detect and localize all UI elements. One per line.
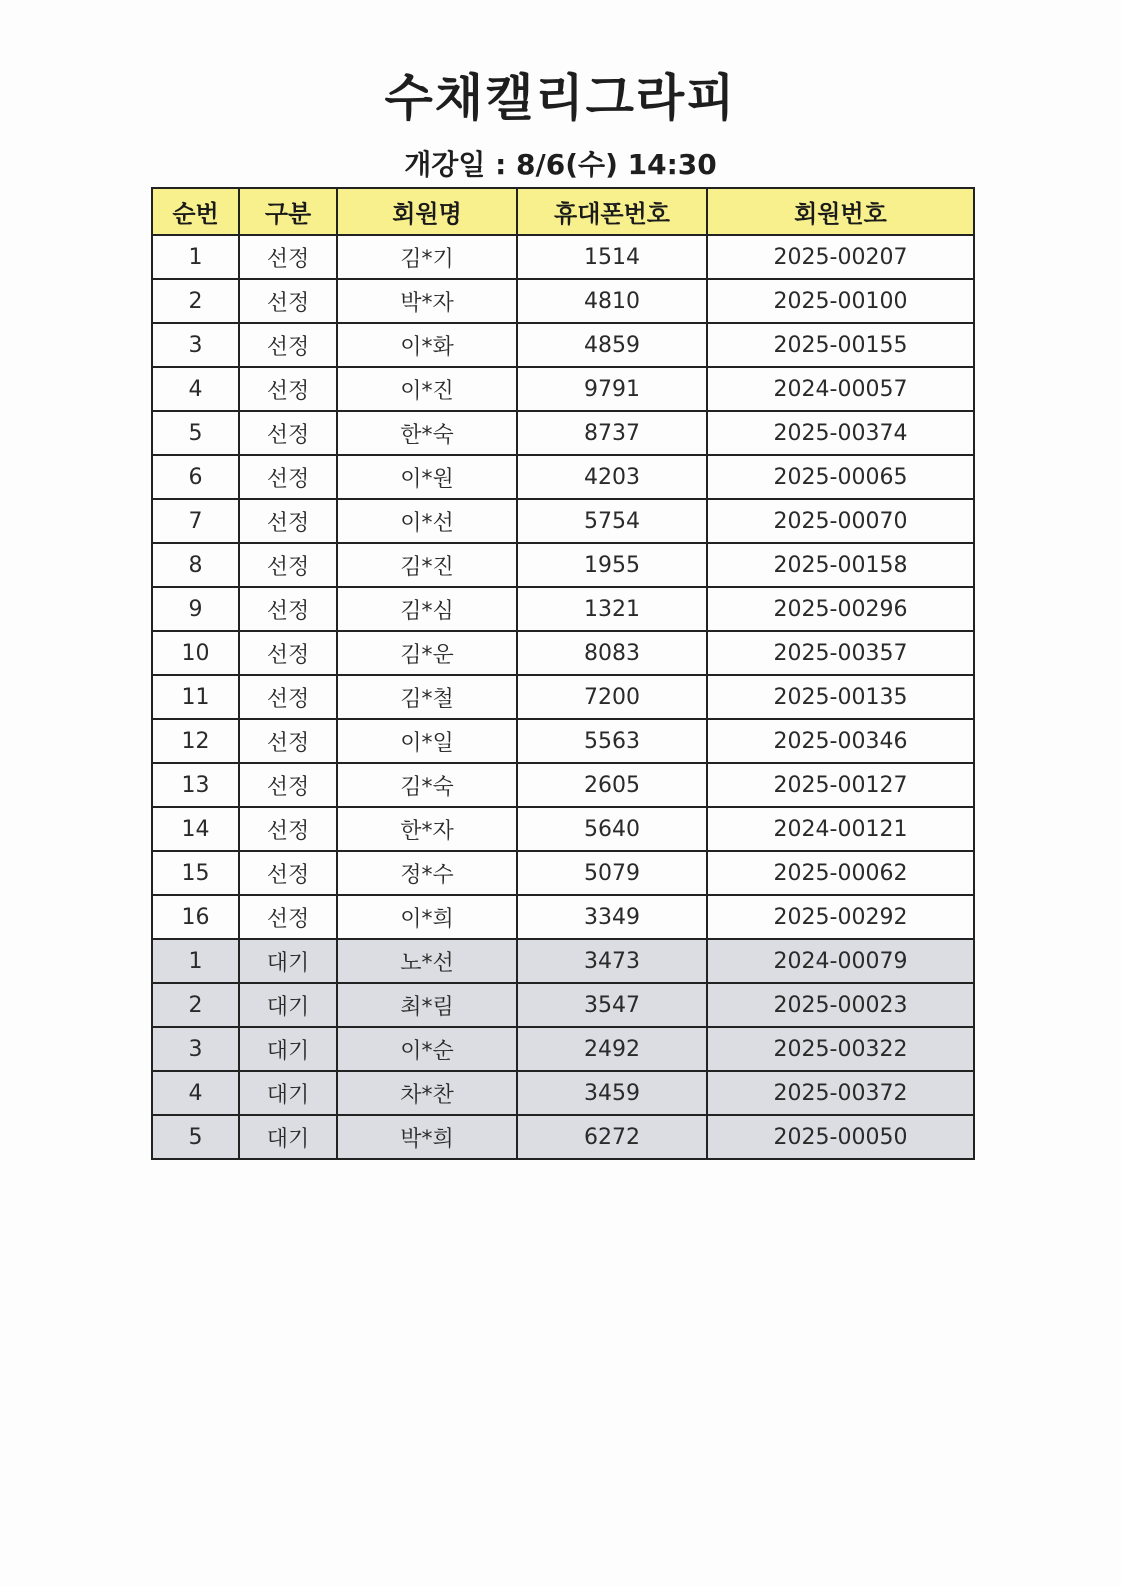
cell-no: 1 <box>152 235 239 279</box>
cell-member-id: 2025-00100 <box>707 279 974 323</box>
cell-no: 12 <box>152 719 239 763</box>
cell-type: 선정 <box>239 323 337 367</box>
table-row <box>152 631 974 675</box>
header-member-id: 회원번호 <box>707 188 974 235</box>
cell-type: 선정 <box>239 455 337 499</box>
cell-no: 10 <box>152 631 239 675</box>
cell-no: 15 <box>152 851 239 895</box>
cell-member-id: 2025-00065 <box>707 455 974 499</box>
table-row <box>152 675 974 719</box>
cell-name: 이*원 <box>337 455 517 499</box>
header-name: 회원명 <box>337 188 517 235</box>
member-roster-table <box>151 187 975 1160</box>
cell-type: 대기 <box>239 983 337 1027</box>
cell-phone: 5079 <box>517 851 707 895</box>
table-row <box>152 323 974 367</box>
cell-phone: 3459 <box>517 1071 707 1115</box>
table-row <box>152 587 974 631</box>
cell-type: 대기 <box>239 1115 337 1159</box>
cell-no: 6 <box>152 455 239 499</box>
cell-name: 이*일 <box>337 719 517 763</box>
cell-no: 5 <box>152 411 239 455</box>
cell-member-id: 2024-00057 <box>707 367 974 411</box>
cell-phone: 5640 <box>517 807 707 851</box>
cell-type: 대기 <box>239 1027 337 1071</box>
table-body <box>152 235 974 1159</box>
cell-member-id: 2025-00158 <box>707 543 974 587</box>
cell-member-id: 2025-00023 <box>707 983 974 1027</box>
cell-type: 선정 <box>239 675 337 719</box>
cell-name: 이*화 <box>337 323 517 367</box>
table-header-row <box>152 188 974 235</box>
cell-name: 박*희 <box>337 1115 517 1159</box>
cell-name: 이*순 <box>337 1027 517 1071</box>
table-row <box>152 1115 974 1159</box>
table-row <box>152 411 974 455</box>
cell-no: 5 <box>152 1115 239 1159</box>
cell-member-id: 2025-00296 <box>707 587 974 631</box>
cell-phone: 8083 <box>517 631 707 675</box>
cell-no: 13 <box>152 763 239 807</box>
header-type: 구분 <box>239 188 337 235</box>
cell-phone: 5754 <box>517 499 707 543</box>
cell-phone: 2492 <box>517 1027 707 1071</box>
cell-type: 선정 <box>239 719 337 763</box>
table-row <box>152 763 974 807</box>
cell-name: 한*자 <box>337 807 517 851</box>
cell-member-id: 2025-00346 <box>707 719 974 763</box>
table-row <box>152 499 974 543</box>
cell-no: 11 <box>152 675 239 719</box>
cell-name: 정*수 <box>337 851 517 895</box>
cell-phone: 3349 <box>517 895 707 939</box>
cell-type: 선정 <box>239 587 337 631</box>
cell-type: 선정 <box>239 851 337 895</box>
table-row <box>152 1071 974 1115</box>
cell-member-id: 2025-00357 <box>707 631 974 675</box>
cell-type: 선정 <box>239 367 337 411</box>
cell-member-id: 2024-00079 <box>707 939 974 983</box>
cell-member-id: 2025-00127 <box>707 763 974 807</box>
cell-no: 16 <box>152 895 239 939</box>
table-row <box>152 1027 974 1071</box>
cell-name: 김*철 <box>337 675 517 719</box>
cell-name: 김*숙 <box>337 763 517 807</box>
cell-type: 선정 <box>239 279 337 323</box>
cell-name: 최*림 <box>337 983 517 1027</box>
table-row <box>152 455 974 499</box>
cell-type: 선정 <box>239 411 337 455</box>
cell-phone: 4203 <box>517 455 707 499</box>
cell-name: 이*진 <box>337 367 517 411</box>
cell-member-id: 2025-00135 <box>707 675 974 719</box>
cell-member-id: 2024-00121 <box>707 807 974 851</box>
cell-name: 김*기 <box>337 235 517 279</box>
cell-phone: 4859 <box>517 323 707 367</box>
cell-name: 노*선 <box>337 939 517 983</box>
cell-no: 8 <box>152 543 239 587</box>
cell-phone: 9791 <box>517 367 707 411</box>
cell-name: 차*찬 <box>337 1071 517 1115</box>
cell-phone: 3547 <box>517 983 707 1027</box>
cell-member-id: 2025-00070 <box>707 499 974 543</box>
cell-no: 3 <box>152 1027 239 1071</box>
cell-member-id: 2025-00155 <box>707 323 974 367</box>
table-row <box>152 367 974 411</box>
cell-phone: 2605 <box>517 763 707 807</box>
table-row <box>152 279 974 323</box>
cell-name: 이*선 <box>337 499 517 543</box>
cell-name: 김*진 <box>337 543 517 587</box>
cell-name: 이*희 <box>337 895 517 939</box>
cell-phone: 8737 <box>517 411 707 455</box>
table-row <box>152 983 974 1027</box>
cell-no: 3 <box>152 323 239 367</box>
cell-member-id: 2025-00292 <box>707 895 974 939</box>
cell-member-id: 2025-00062 <box>707 851 974 895</box>
cell-type: 선정 <box>239 235 337 279</box>
table-row <box>152 851 974 895</box>
table-row <box>152 543 974 587</box>
cell-no: 1 <box>152 939 239 983</box>
cell-type: 선정 <box>239 499 337 543</box>
cell-type: 대기 <box>239 939 337 983</box>
document-title: 수채캘리그라피 <box>384 69 737 127</box>
cell-member-id: 2025-00050 <box>707 1115 974 1159</box>
cell-phone: 5563 <box>517 719 707 763</box>
header-phone: 휴대폰번호 <box>517 188 707 235</box>
header-no: 순번 <box>152 188 239 235</box>
cell-phone: 6272 <box>517 1115 707 1159</box>
cell-no: 2 <box>152 983 239 1027</box>
cell-type: 선정 <box>239 807 337 851</box>
table-row <box>152 719 974 763</box>
cell-no: 9 <box>152 587 239 631</box>
cell-name: 김*운 <box>337 631 517 675</box>
cell-member-id: 2025-00207 <box>707 235 974 279</box>
cell-phone: 7200 <box>517 675 707 719</box>
cell-no: 14 <box>152 807 239 851</box>
cell-type: 선정 <box>239 631 337 675</box>
cell-no: 7 <box>152 499 239 543</box>
table-row <box>152 807 974 851</box>
cell-member-id: 2025-00322 <box>707 1027 974 1071</box>
cell-type: 대기 <box>239 1071 337 1115</box>
table-row <box>152 235 974 279</box>
cell-phone: 1321 <box>517 587 707 631</box>
cell-type: 선정 <box>239 543 337 587</box>
table-row <box>152 939 974 983</box>
cell-member-id: 2025-00372 <box>707 1071 974 1115</box>
cell-phone: 4810 <box>517 279 707 323</box>
cell-phone: 3473 <box>517 939 707 983</box>
cell-phone: 1514 <box>517 235 707 279</box>
cell-no: 4 <box>152 367 239 411</box>
cell-no: 2 <box>152 279 239 323</box>
cell-phone: 1955 <box>517 543 707 587</box>
cell-name: 김*심 <box>337 587 517 631</box>
cell-name: 박*자 <box>337 279 517 323</box>
table-row <box>152 895 974 939</box>
cell-name: 한*숙 <box>337 411 517 455</box>
cell-member-id: 2025-00374 <box>707 411 974 455</box>
cell-type: 선정 <box>239 895 337 939</box>
cell-type: 선정 <box>239 763 337 807</box>
cell-no: 4 <box>152 1071 239 1115</box>
class-start-date: 개강일 : 8/6(수) 14:30 <box>404 148 717 181</box>
